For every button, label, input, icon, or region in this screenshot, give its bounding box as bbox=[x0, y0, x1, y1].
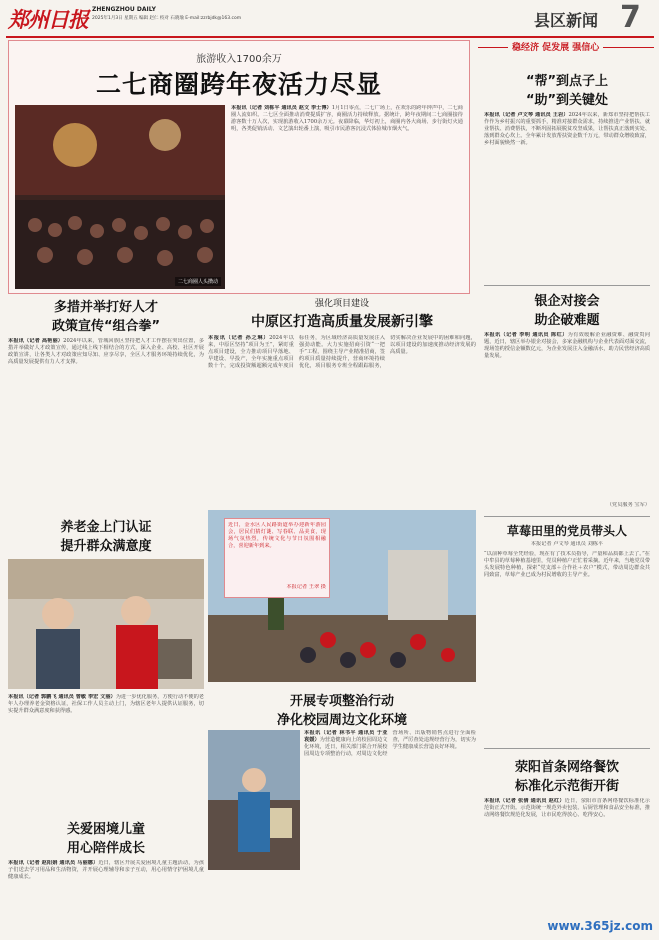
lead-byline: 本报讯（记者 刘栋平 通讯员 赵文 李士博） bbox=[231, 105, 332, 111]
photo-caption: 近日，金水区人民路街道举办迎新年游园会，居民们猜灯谜、写春联、品美食，现场气氛热烈，传统文化与节日氛围相融合，喜迎新年到来。 bbox=[228, 522, 326, 549]
campus-photo bbox=[208, 730, 300, 870]
left3-headline-2: 用心陪伴成长 bbox=[66, 841, 145, 856]
left1-body: 2024年以来，管城回族区坚持把人才工作摆在突出位置，多措并举做好人才政策宣传，通过线上线下相结合的方式，深入企业、高校、社区开展政策宣讲，让各类人才对政策应知尽知、应享尽享，全区人才服务环境持续优化，为高质量发展提供有力人才支撑。 bbox=[8, 338, 204, 365]
left2-byline: 本报讯（记者 郭鹏飞 通讯员 曾敏 李宏 文丽） bbox=[8, 694, 116, 700]
lead-headline: 二七商圈跨年夜活力尽显 bbox=[95, 70, 382, 99]
mid-headline: 中原区打造高质量发展新引擎 bbox=[251, 314, 433, 330]
right2-headline-1: 银企对接会 bbox=[534, 294, 600, 309]
left1-byline: 本报讯（记者 高艳丽） bbox=[8, 338, 64, 344]
lead-photo bbox=[15, 105, 225, 289]
lead-story-box bbox=[8, 40, 470, 294]
left3-body: 近日，辖区开展关爱困境儿童主题活动，为孩子们送去学习用品和生活物资，并开展心理辅导和亲子互动，用心用情守护困境儿童健康成长。 bbox=[8, 860, 204, 880]
left2-body: 为进一步优化服务，方便行动不便的老年人办理养老金资格认证，社保工作人员主动上门，为辖区老年人提供认证服务，切实提升群众满意度和获得感。 bbox=[8, 694, 204, 714]
lead-body: 1月1日零点，二七广场上，在欢乐的跨年钟声中，二七商圈人流如织。二七区全面推动消费提质扩容，商圈活力持续释放。据统计，跨年夜期间二七商圈接待游客数十万人次，实现旅游收入1700余万元。夜幕降临，华灯初上，商圈内各大商场、步行街灯火通明，各类促销活动、文艺演出轮番上演，吸引市民游客沉浸式体验城市烟火气。 bbox=[231, 105, 463, 132]
mid-story-2 bbox=[208, 690, 476, 920]
right4-headline-1: 荥阳首条网络餐饮 bbox=[514, 760, 619, 775]
right4-headline-2: 标准化示范街开街 bbox=[514, 779, 619, 794]
right3-body: “以前种草莓全凭经验，现在有了技术员指导，产量和品质都上去了。”在中牟县的草莓种植基地里，党员种植户正忙着采摘。近年来，当地党员带头发展特色种植，探索“党支部＋合作社＋农户”模式，带动周边群众共同致富，草莓产业已成为村民增收的主导产业。 bbox=[484, 551, 650, 578]
right4-byline: 本报讯（记者 张倩 通讯员 赵红） bbox=[484, 798, 565, 804]
right1-headline-2: “助”到关键处 bbox=[525, 93, 609, 108]
left2-headline-1: 养老金上门认证 bbox=[60, 520, 152, 535]
right3-headline: 草莓田里的党员带头人 bbox=[506, 524, 627, 538]
lead-photo-caption: 二七商圈人头攒动 bbox=[175, 277, 221, 286]
right2-byline: 本报讯（记者 李明 通讯员 陈红） bbox=[484, 332, 568, 338]
right2-body: 为有效缓解企业融资难、融资贵问题，近日，辖区举办银企对接会，多家金融机构与企业代表面对面交流，现场签约授信金额数亿元，为企业发展注入金融活水，助力民营经济高质量发展。 bbox=[484, 332, 650, 359]
mid2-headline-1: 开展专项整治行动 bbox=[289, 694, 394, 709]
slogan-text: 稳经济 促发展 强信心 bbox=[508, 40, 603, 53]
right3-byline: 本报记者 卢文琴 通讯员 刘栋平 bbox=[530, 541, 604, 547]
left3-byline: 本报讯（记者 赵阳娟 通讯员 马丽娜） bbox=[8, 860, 99, 866]
mid2-byline: 本报讯（记者 林书平 通讯员 于亚 袁媛） bbox=[304, 730, 388, 743]
mid-story bbox=[208, 296, 476, 506]
paper-logo: 郑州日报 bbox=[8, 7, 88, 32]
left-story-3 bbox=[8, 818, 204, 934]
crowd-scene-image bbox=[15, 105, 225, 289]
right2-signature: （党员服务 宝军） bbox=[606, 502, 650, 508]
lead-kicker: 旅游收入1700余万 bbox=[196, 54, 282, 65]
right-story-3 bbox=[484, 522, 650, 742]
right1-byline: 本报讯（记者 卢文琴 通讯员 王岩） bbox=[484, 112, 569, 118]
left-story-1 bbox=[8, 296, 204, 506]
section-title: 县区新闻 bbox=[534, 11, 599, 30]
paper-name-en: ZHENGZHOU DAILY bbox=[92, 6, 156, 13]
pension-photo bbox=[8, 559, 204, 689]
mid2-body: 为营造健康向上的校园周边文化环境，近日，相关部门联合开展校园周边专项整治行动，对周边文化经营场所、出版物销售点进行全面检查，严厉查处违规经营行为，切实为学生健康成长营造良好环境。 bbox=[304, 730, 476, 757]
inspection-image bbox=[208, 730, 300, 870]
left1-headline-1: 多措并举打好人才 bbox=[53, 300, 158, 315]
date-line: 2025年1月3日 星期五 编辑 赵仁 校对 石晓瑜 E-mail:zzrbjdk@163.com bbox=[92, 16, 242, 21]
mid-kicker: 强化项目建设 bbox=[314, 299, 369, 309]
elderly-visit-image bbox=[8, 559, 204, 689]
divider bbox=[484, 285, 650, 286]
photo-caption-box bbox=[224, 518, 330, 598]
right2-headline-2: 助企破难题 bbox=[534, 313, 600, 328]
photo-box bbox=[208, 510, 476, 682]
right-story-4 bbox=[484, 756, 650, 914]
masthead bbox=[0, 0, 659, 40]
right4-body: 近日，荥阳市首条网络餐饮标准化示范街正式开街。示范街统一规范外卖包装、后厨管理和食品安全标准，推动网络餐饮规范化发展，让市民吃得放心、吃得安心。 bbox=[484, 798, 650, 818]
slogan-bar bbox=[478, 40, 654, 54]
left3-headline-1: 关爱困境儿童 bbox=[66, 822, 145, 837]
divider bbox=[484, 516, 650, 517]
mid2-headline-2: 净化校园周边文化环境 bbox=[276, 713, 407, 728]
divider bbox=[484, 748, 650, 749]
left1-headline-2: 政策宣传“组合拳” bbox=[51, 319, 161, 334]
right-story-1 bbox=[484, 70, 650, 282]
right-story-2 bbox=[484, 290, 650, 512]
right1-body: 2024年以来，新郑市坚持把帮扶工作作为乡村振兴的重要抓手，精准对接群众需求，持续推进产业帮扶、就业帮扶、消费帮扶，不断巩固拓展脱贫攻坚成果，让帮扶真正落到实处、落到群众心坎上。全年累计发放帮扶资金数千万元，带动群众增收致富，乡村面貌焕然一新。 bbox=[484, 112, 650, 146]
left-story-2 bbox=[8, 516, 204, 806]
watermark: www.365jz.com bbox=[547, 919, 653, 933]
left2-headline-2: 提升群众满意度 bbox=[60, 539, 152, 554]
mid-byline: 本报讯（记者 孙之琳） bbox=[208, 335, 270, 341]
mid-body: 2024年以来，中原区坚持“项目为王”，紧盯重点项目建设，全力推动项目早落地、早建设、早投产，全年实施重点项目数十个，完成投资额超额完成年度目标任务，为区域经济高质量发展注入强劲动能。大力实施招商引资“一把手”工程，围绕主导产业精准招商，签约项目质量持续提升，营商环境持续优化，项目服务专班全程跟踪服务，切实解决企业发展中的困难和问题，以项目建设的加速度推动经济发展的高质量。 bbox=[208, 335, 476, 369]
photo-credit: 本报记者 王翠 摄 bbox=[286, 584, 326, 590]
right1-headline-1: “帮”到点子上 bbox=[525, 74, 609, 89]
masthead-rule bbox=[6, 36, 654, 38]
page-number: 7 bbox=[620, 0, 641, 35]
